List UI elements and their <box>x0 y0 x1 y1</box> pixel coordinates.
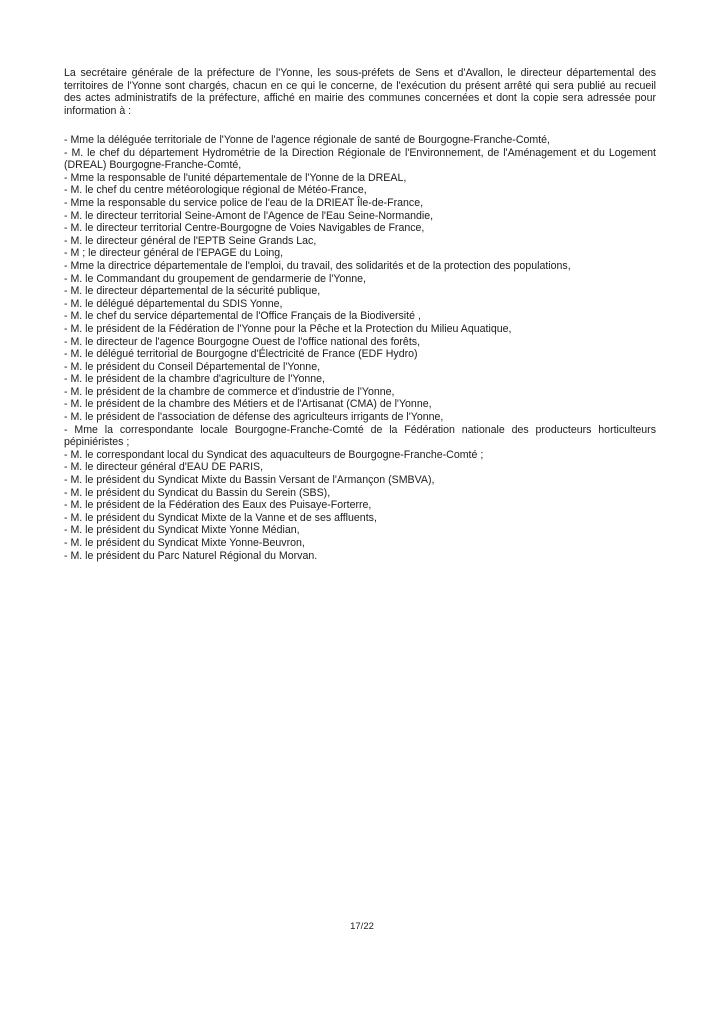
list-item: - M. le Commandant du groupement de gendarmerie de l'Yonne, <box>64 272 366 285</box>
list-item: - M. le directeur départemental de la sécurité publique, <box>64 285 321 298</box>
list-item: - M. le président du Syndicat Mixte Yonne-Beuvron, <box>64 537 305 549</box>
list-item: - M. le chef du service départemental de l'Office Français de la Biodiversité , <box>64 310 421 323</box>
recipient-list <box>64 134 664 562</box>
list-item: - M. le directeur général d'EAU DE PARIS, <box>64 461 264 474</box>
list-item: - M. le directeur de l'agence Bourgogne Ouest de l'office national des forêts, <box>64 335 421 348</box>
list-item: - M. le président de l'association de défense des agriculteurs irrigants de l'Yonne, <box>64 411 444 424</box>
list-item: - Mme la déléguée territoriale de l'Yonne de l'agence régionale de santé de Bourgogne-Franche-Comté, <box>64 134 550 146</box>
page-number: 17/22 <box>350 921 374 932</box>
list-item: - M. le correspondant local du Syndicat des aquaculteurs de Bourgogne-Franche-Comté ; <box>64 448 484 461</box>
list-item: - M. le président de la Fédération de l'Yonne pour la Pêche et la Protection du Milieu Aquatique, <box>64 322 512 335</box>
list-item: - M. le président du Syndicat Mixte du Bassin Versant de l'Armançon (SMBVA), <box>64 474 435 487</box>
list-item: - M. le délégué départemental du SDIS Yonne, <box>64 297 283 310</box>
list-item: - M. le président du Syndicat Mixte Yonne Médian, <box>64 524 300 537</box>
list-item: - M. le président de la Fédération des Eaux des Puisaye-Forterre, <box>64 499 372 512</box>
list-item: - Mme la responsable de l'unité départementale de l'Yonne de la DREAL, <box>64 171 407 184</box>
list-item: - M. le chef du centre météorologique régional de Météo-France, <box>64 184 367 197</box>
list-item: - M ; le directeur général de l'EPAGE du Loing, <box>64 247 284 260</box>
intro-paragraph: La secrétaire générale de la préfecture de l'Yonne, les sous-préfets de Sens et d'Avallon, le directeur départemental des territoires de l'Yonne sont chargés, chacun en ce qui le concerne, de l'exécution du présent arrêté qui sera publié au recueil des actes administratifs de la préfecture, affiché en mairie des communes concernées et dont la copie sera adressée pour information à : <box>64 67 656 117</box>
list-item: - M. le président du Syndicat du Bassin du Serein (SBS), <box>64 486 331 499</box>
list-item: - Mme la directrice départementale de l'emploi, du travail, des solidarités et de la protection des populations, <box>64 259 571 272</box>
list-item: - M. le chef du département Hydrométrie de la Direction Régionale de l'Environnement, de l'Aménagement et du Logement (DREAL) Bourgogne-Franche-Comté, <box>64 146 656 172</box>
list-item: - M. le président du Conseil Départemental de l'Yonne, <box>64 360 321 373</box>
list-item: - M. le président de la chambre d'agriculture de l'Yonne, <box>64 373 325 386</box>
list-item: - M. le président du Syndicat Mixte de la Vanne et de ses affluents, <box>64 511 377 524</box>
list-item: - M. le délégué territorial de Bourgogne d'Électricité de France (EDF Hydro) <box>64 348 418 361</box>
list-item: - M. le directeur général de l'EPTB Seine Grands Lac, <box>64 234 317 247</box>
list-item: - M. le président de la chambre des Métiers et de l'Artisanat (CMA) de l'Yonne, <box>64 398 432 411</box>
list-item: - M. le président de la chambre de commerce et d'industrie de l'Yonne, <box>64 385 395 398</box>
list-item: - M. le directeur territorial Centre-Bourgogne de Voies Navigables de France, <box>64 222 425 235</box>
list-item: - Mme la responsable du service police de l'eau de la DRIEAT Île-de-France, <box>64 196 424 209</box>
list-item: - Mme la correspondante locale Bourgogne-Franche-Comté de la Fédération nationale des producteurs horticulteurs pépiniéristes ; <box>64 423 656 449</box>
list-item: - M. le directeur territorial Seine-Amont de l'Agence de l'Eau Seine-Normandie, <box>64 209 434 222</box>
list-item: - M. le président du Parc Naturel Régional du Morvan. <box>64 549 318 562</box>
